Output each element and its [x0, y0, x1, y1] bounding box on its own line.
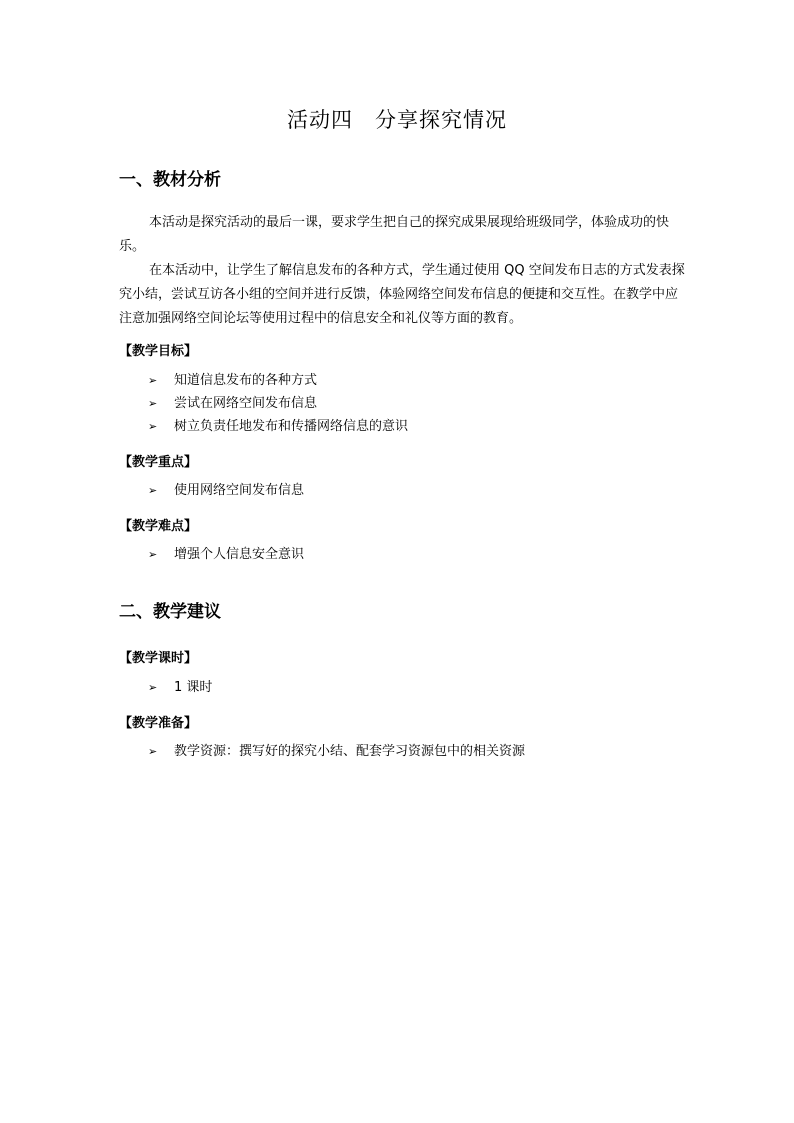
arrow-bullet-icon: ➢: [148, 484, 158, 497]
list-item: ➢ 增强个人信息安全意识: [148, 543, 304, 566]
arrow-bullet-icon: ➢: [148, 745, 158, 758]
label-teaching-key: 【教学重点】: [119, 455, 198, 470]
label-teaching-difficulty: 【教学难点】: [119, 519, 198, 534]
arrow-bullet-icon: ➢: [148, 420, 158, 433]
label-teaching-prep: 【教学准备】: [119, 716, 198, 731]
list-class-hours: [148, 676, 212, 699]
list-item: ➢ 树立负责任地发布和传播网络信息的意识: [148, 415, 408, 438]
page-title: 活动四 分享探究情况: [287, 108, 507, 132]
list-teaching-prep: [148, 740, 525, 763]
list-teaching-key: [148, 479, 304, 502]
list-teaching-difficulty: [148, 543, 304, 566]
list-teaching-goals: [148, 369, 408, 438]
section-heading-teaching-suggestions: 二、教学建议: [119, 602, 221, 622]
list-item: ➢ 1 课时: [148, 676, 212, 699]
list-item: ➢ 知道信息发布的各种方式: [148, 369, 408, 392]
section-heading-textbook-analysis: 一、教材分析: [119, 170, 221, 190]
list-item: ➢ 教学资源：撰写好的探究小结、配套学习资源包中的相关资源: [148, 740, 525, 763]
label-teaching-goals: 【教学目标】: [119, 344, 198, 359]
arrow-bullet-icon: ➢: [148, 397, 158, 410]
paragraph-activity: 在本活动中，让学生了解信息发布的各种方式，学生通过使用 QQ 空间发布日志的方式发表探究小结，尝试互访各小组的空间并进行反馈，体验网络空间发布信息的便捷和交互性。在教学中应注意加强网络空间论坛等使用过程中的信息安全和礼仪等方面的教育。: [119, 263, 685, 326]
arrow-bullet-icon: ➢: [148, 548, 158, 561]
arrow-bullet-icon: ➢: [148, 681, 158, 694]
label-class-hours: 【教学课时】: [119, 651, 198, 666]
list-item: ➢ 尝试在网络空间发布信息: [148, 392, 408, 415]
arrow-bullet-icon: ➢: [148, 374, 158, 387]
list-item: ➢ 使用网络空间发布信息: [148, 479, 304, 502]
paragraph-intro: 本活动是探究活动的最后一课，要求学生把自己的探究成果展现给班级同学，体验成功的快乐。: [119, 215, 670, 254]
